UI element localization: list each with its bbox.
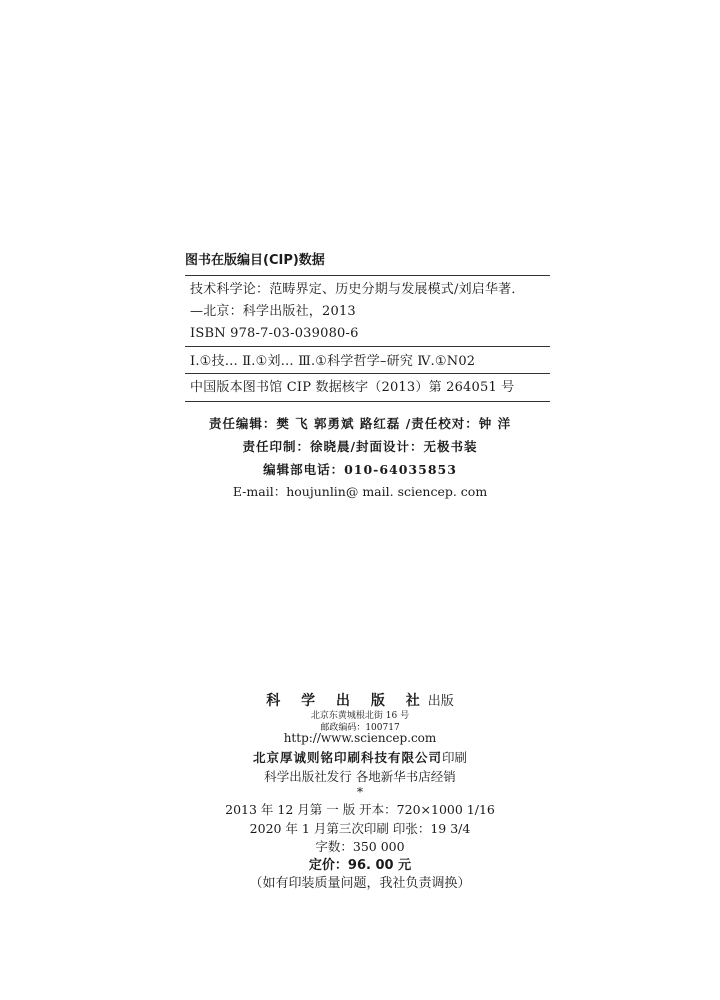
publisher-suffix: 出版 xyxy=(427,694,454,709)
word-count: 字数：350 000 xyxy=(315,839,405,854)
editors-line-1: 责任编辑：樊 飞 郭勇斌 路红磊 /责任校对：钟 洋 xyxy=(208,416,512,431)
cip-publisher-line: —北京：科学出版社，2013 xyxy=(190,304,356,319)
cip-classification: Ⅰ.①技… Ⅱ.①刘… Ⅲ.①科学哲学–研究 Ⅳ.①N02 xyxy=(190,354,476,369)
printer-name: 北京厚诚则铭印刷科技有限公司 xyxy=(252,750,442,765)
cip-rule-top xyxy=(185,275,550,276)
printer-suffix: 印刷 xyxy=(442,750,468,765)
publisher-name-line xyxy=(0,690,720,710)
cip-rule-bottom xyxy=(185,401,550,402)
price: 定价：96. 00 元 xyxy=(308,858,412,873)
cip-isbn: ISBN 978-7-03-039080-6 xyxy=(190,326,359,341)
publisher-address: 北京东黄城根北街 16 号 xyxy=(310,711,410,721)
printing-line: 2020 年 1 月第三次印刷 印张：19 3/4 xyxy=(249,821,471,836)
cip-title-line: 技术科学论：范畴界定、历史分期与发展模式/刘启华著． xyxy=(190,282,525,297)
edition-line: 2013 年 12 月第 一 版 开本：720×1000 1/16 xyxy=(225,802,495,817)
publisher-postcode: 邮政编码：100717 xyxy=(320,723,400,733)
cip-block xyxy=(185,252,550,270)
editorial-email: E-mail：houjunlin@ mail. sciencep. com xyxy=(232,484,488,499)
distribution-line: 科学出版社发行 各地新华书店经销 xyxy=(264,769,456,784)
cip-number: 中国版本图书馆 CIP 数据核字（2013）第 264051 号 xyxy=(190,380,515,395)
separator-star: * xyxy=(356,784,364,799)
publisher-url: http://www.sciencep.com xyxy=(283,731,437,745)
printer-line xyxy=(0,747,720,766)
cip-header: 图书在版编目(CIP)数据 xyxy=(185,253,325,268)
editorial-phone: 编辑部电话：010-64035853 xyxy=(263,462,457,477)
cip-rule-mid-2 xyxy=(185,373,550,374)
quality-notice: （如有印装质量问题，我社负责调换） xyxy=(249,876,471,891)
publisher-name: 科 学 出 版 社 xyxy=(266,693,428,709)
editors-line-2: 责任印制：徐晓晨/封面设计：无极书装 xyxy=(242,439,478,454)
cip-rule-mid-1 xyxy=(185,346,550,347)
